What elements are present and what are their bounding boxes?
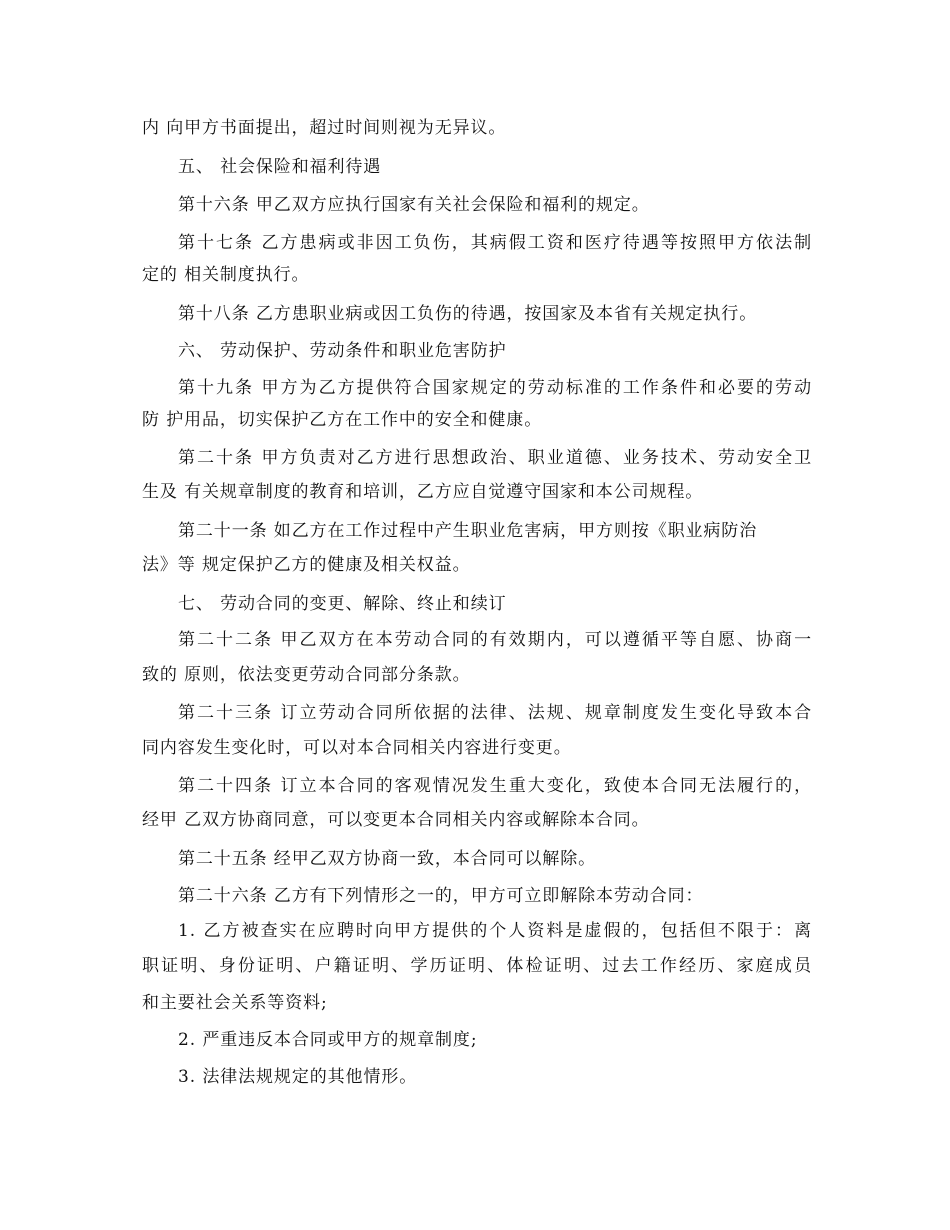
section-heading: 六、 劳动保护、劳动条件和职业危害防护 [178, 341, 507, 361]
paragraph-line: 内 向甲方书面提出，超过时间则视为无异议。 [142, 118, 507, 138]
paragraph-line: 和主要社会关系等资料; [142, 993, 328, 1013]
list-item-line: 1. 乙方被查实在应聘时向甲方提供的个人资料是虚假的，包括但不限于：离 [178, 921, 812, 941]
paragraph-line: 防 护用品，切实保护乙方在工作中的安全和健康。 [142, 410, 543, 430]
article-line: 第十七条 乙方患病或非因工负伤，其病假工资和医疗待遇等按照甲方依法制 [178, 233, 812, 253]
paragraph-line: 经甲 乙双方协商同意，可以变更本合同相关内容或解除本合同。 [142, 810, 650, 830]
section-heading: 五、 社会保险和福利待遇 [178, 157, 382, 177]
paragraph-line: 致的 原则，依法变更劳动合同部分条款。 [142, 665, 471, 685]
paragraph-line: 法》等 规定保护乙方的健康及相关权益。 [142, 555, 471, 575]
article-line: 第二十五条 经甲乙双方协商一致，本合同可以解除。 [178, 849, 597, 869]
article-line: 第十九条 甲方为乙方提供符合国家规定的劳动标准的工作条件和必要的劳动 [178, 378, 812, 398]
article-line: 第十八条 乙方患职业病或因工负伤的待遇，按国家及本省有关规定执行。 [178, 304, 758, 324]
article-line: 第二十六条 乙方有下列情形之一的，甲方可立即解除本劳动合同： [178, 886, 704, 906]
article-line: 第十六条 甲乙双方应执行国家有关社会保险和福利的规定。 [178, 195, 650, 215]
paragraph-line: 职证明、身份证明、户籍证明、学历证明、体检证明、过去工作经历、家庭成员 [142, 956, 812, 976]
paragraph-line: 定的 相关制度执行。 [142, 265, 310, 285]
list-item-line: 2. 严重违反本合同或甲方的规章制度; [178, 1030, 478, 1050]
article-line: 第二十二条 甲乙双方在本劳动合同的有效期内，可以遵循平等自愿、协商一 [178, 630, 812, 650]
article-line: 第二十三条 订立劳动合同所依据的法律、法规、规章制度发生变化导致本合 [178, 703, 812, 723]
list-item-line: 3. 法律法规规定的其他情形。 [178, 1067, 418, 1087]
article-line: 第二十四条 订立本合同的客观情况发生重大变化，致使本合同无法履行的， [178, 776, 812, 796]
paragraph-line: 生及 有关规章制度的教育和培训，乙方应自觉遵守国家和本公司规程。 [142, 482, 704, 502]
paragraph-line: 同内容发生变化时，可以对本合同相关内容进行变更。 [142, 738, 572, 758]
section-heading: 七、 劳动合同的变更、解除、终止和续订 [178, 594, 507, 614]
article-line: 第二十一条 如乙方在工作过程中产生职业危害病，甲方则按《职业病防治 [178, 521, 758, 541]
article-line: 第二十条 甲方负责对乙方进行思想政治、职业道德、业务技术、劳动安全卫 [178, 448, 812, 468]
